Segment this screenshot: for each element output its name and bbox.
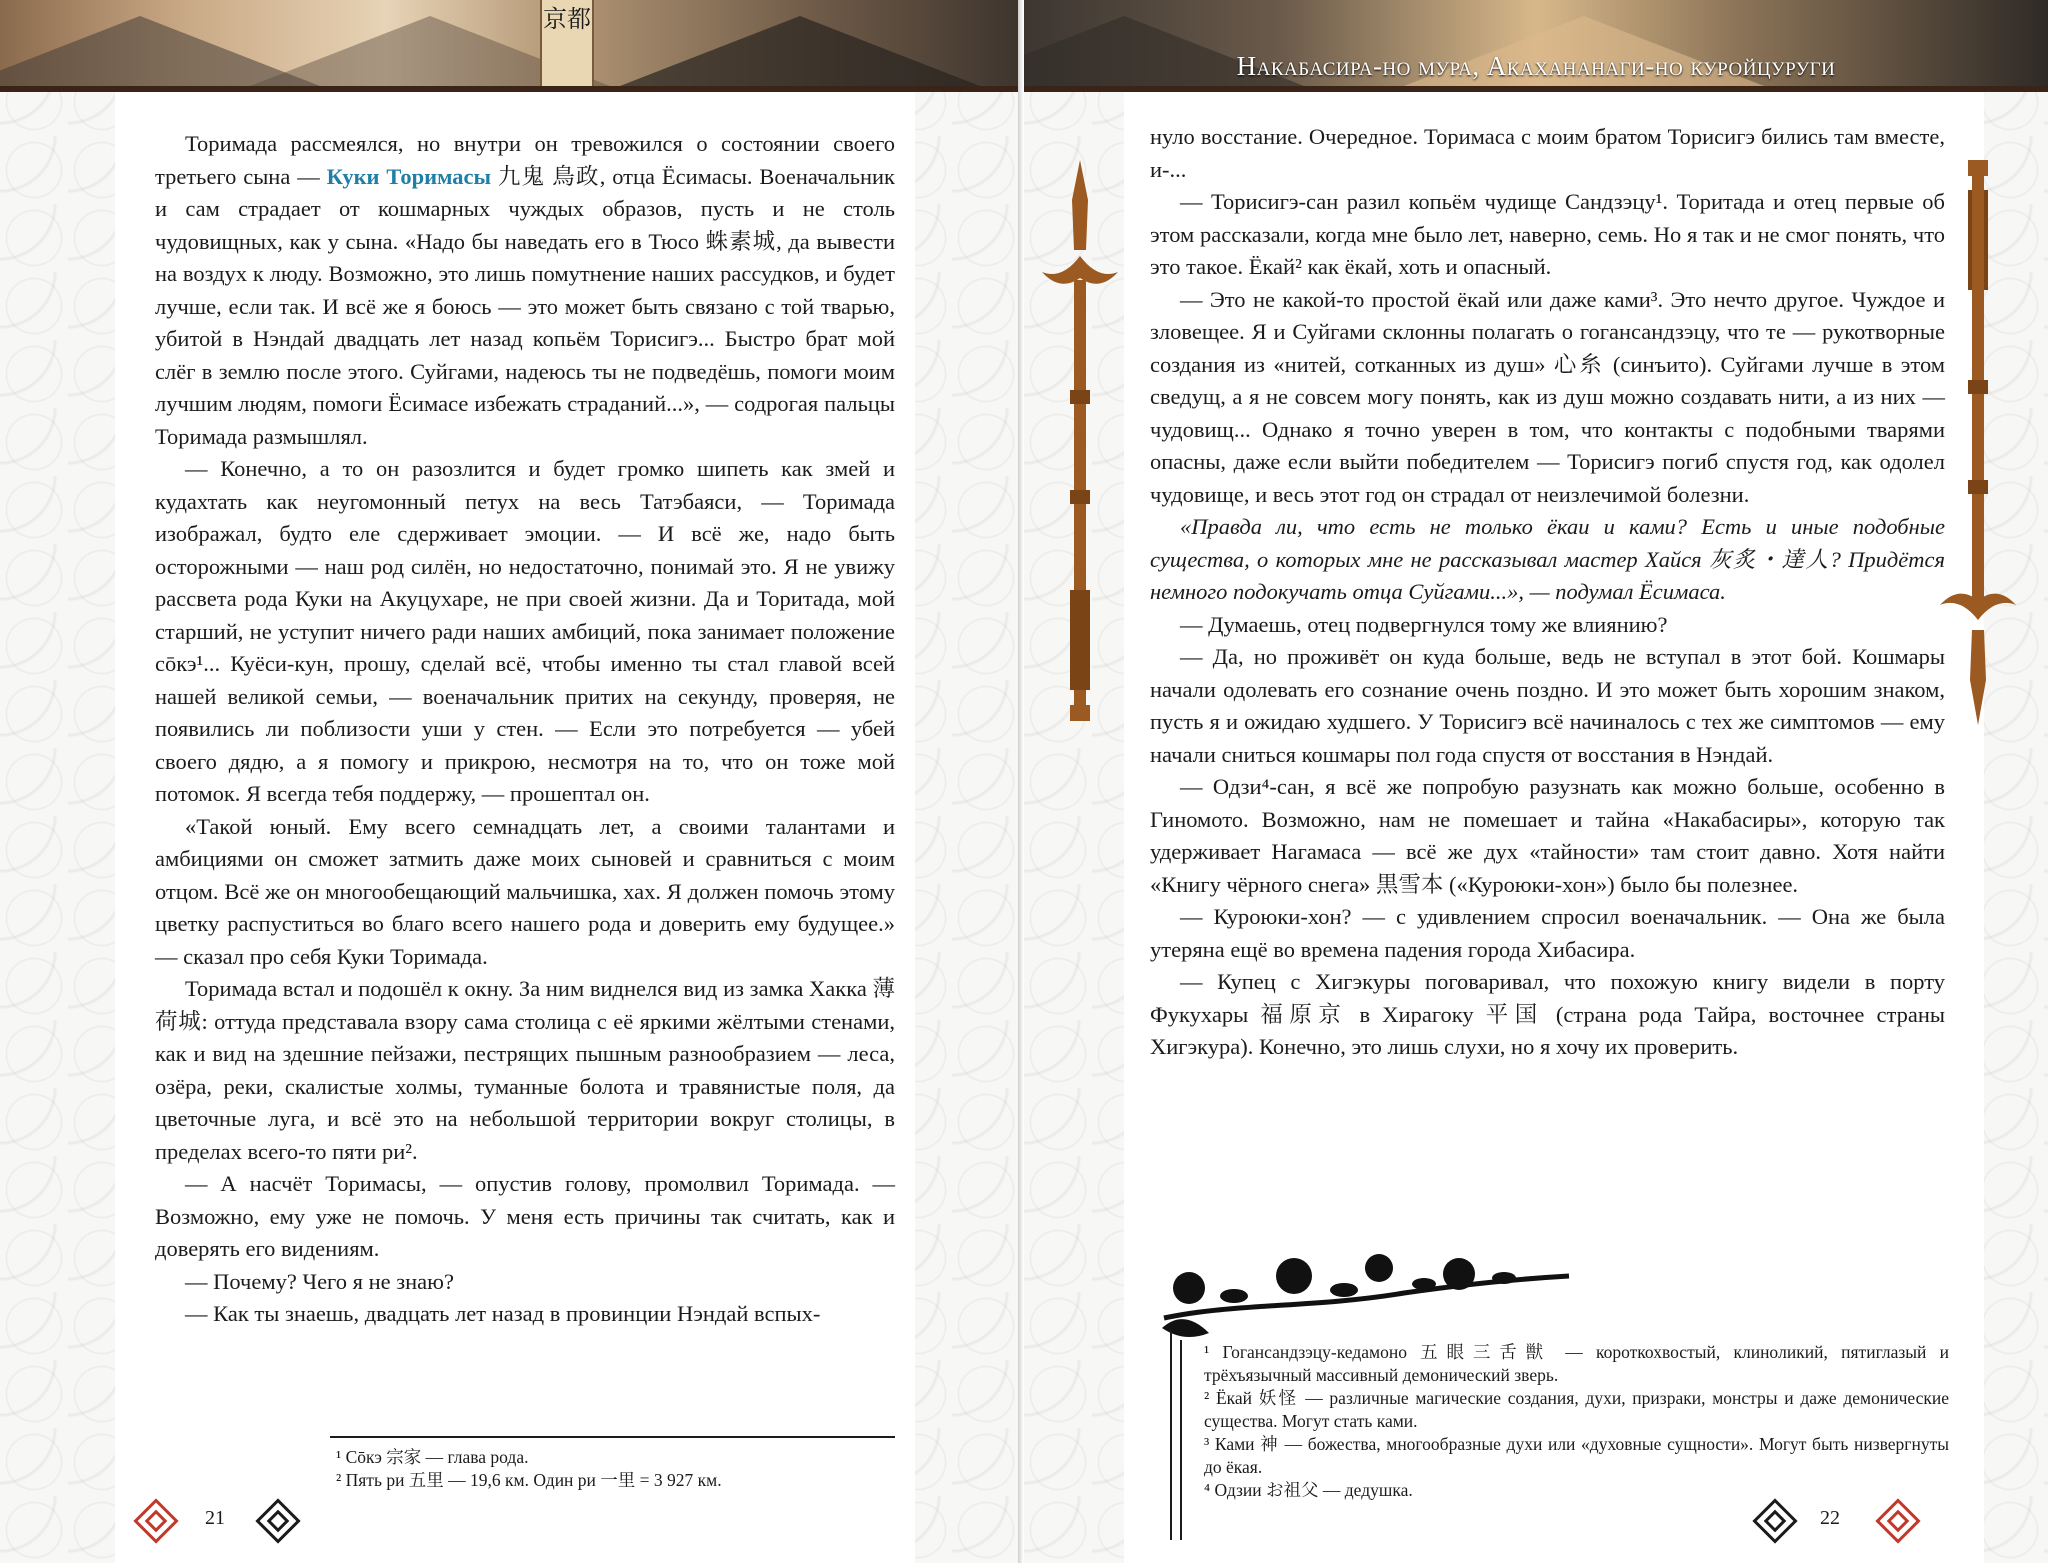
footnote: ⁴ Одзии お祖父 — дедушка. — [1204, 1480, 1413, 1500]
paragraph: — Куроюки-хон? — с удивлением спросил военачальник. — Она же была утеряна ещё во времена падения города Хибасира. — [1150, 904, 1945, 962]
highlighted-name: Куки Торимасы — [326, 163, 492, 189]
paragraph: Торимада рассмеялся, но внутри он тревожился о состоянии своего третьего сына — Куки Торимасы 九鬼 鳥政, отца Ёсимасы. Военачальник и сам страдает от кошмарных чуждых образов, пусть и не столь чудовищных, как у сына. «Надо бы наведать его в Тюсо 蛛素城, да вывести на воздух к люду. Возможно, это лишь помутнение наших рассудков, и будет лучше, если так. И всё же я боюсь — это может быть связано с той тварью, убитой в Нэндай двадцать лет назад копьём Торисигэ... Быстро брат мой слёг в землю после этого. Суйгами, надеюсь ты не подведёшь, помоги моим лучшим людям, помоги Ёсимасе избежать страданий...», — содрогая пальцы Торимада размышлял. — [155, 131, 895, 449]
page-number: 21 — [205, 1507, 225, 1529]
page-number: 22 — [1820, 1507, 1840, 1529]
paragraph: — Это не какой-то простой ёкай или даже ками³. Это нечто другое. Чуждое и зловещее. Я и Суйгами склонны полагать о гогансандзэцу, что те — рукотворные создания из «нитей, сотканных из душ» 心糸 (синъито). Суйгами лучше в этом сведущ, а я не совсем могу понять, как из душ можно создавать нити, а из них — чудовищ... Однако я точно уверен в том, что контакты с подобными тварями опасны, даже если выйти победителем — Торисигэ погиб спустя год, как одолел чудовище, и весь этот год он страдал от неизлечимой болезни. — [1150, 286, 1945, 507]
footnote: ² Ёкай 妖怪 — различные магические создания, духи, призраки, монстры и даже демонические существа. Могут стать ками. — [1204, 1388, 1949, 1431]
paragraph: — Думаешь, отец подвергнулся тому же влиянию? — [1180, 611, 1668, 637]
right-page — [1024, 0, 2048, 1563]
paragraph: нуло восстание. Очередное. Торимаса с моим братом Торисигэ бились там вместе, и-... — [1150, 124, 1945, 182]
paragraph: — А насчёт Торимасы, — опустив голову, промолвил Торимада. — Возможно, ему уже не помочь. У меня есть причины так считать, как и доверять его видениям. — [155, 1171, 895, 1261]
paragraph: — Торисигэ-сан разил копьём чудище Сандзэцу¹. Торитада и отец первые об этом рассказали, когда мне было лет, наверно, семь. Но я так и не смог понять, что это такое. Ёкай² как ёкай, хоть и опасный. — [1150, 189, 1945, 279]
paragraph: Торимада встал и подошёл к окну. За ним виднелся вид из замка Хакка 薄荷城: оттуда представала взору сама столица с её яркими жёлтыми стенами, как и вид на здешние пейзажи, пестрящих пышным разнообразием — леса, озёра, реки, скалистые холмы, туманные болота и травянистые поля, да цветочные луга, и всё это на небольшой территории вокруг столицы, в пределах всего-то пяти ри². — [155, 976, 895, 1164]
paragraph: — Почему? Чего я не знаю? — [185, 1268, 454, 1294]
paragraph: — Как ты знаешь, двадцать лет назад в провинции Нэндай вспых- — [185, 1301, 821, 1326]
footnote: ¹ Гогансандзэцу-кедамоно 五眼三舌獣 — короткохвостый, клинoликий, пятиглазый и трёхъязычный массивный демонический зверь. — [1204, 1342, 1949, 1385]
spear-ornament-icon — [1040, 160, 1120, 725]
left-body-text — [155, 128, 895, 1331]
footnote: ¹ Сōкэ 宗家 — глава рода. — [336, 1447, 529, 1467]
left-footnotes — [336, 1446, 896, 1492]
running-header-title: Накабасира-но мура, Акахананаги-но куройцуруги — [1236, 51, 1836, 81]
paragraph: — Конечно, а то он разозлится и будет громко шипеть как змей и кудахтать как неугомонный петух на весь Татэбаяси, — Торимада изображал, будто еле сдерживает эмоции. — И всё же, надо быть осторожными — наш род силён, но недостаточно, понимай это. Я не увижу рассвета рода Куки на Акуцухаре, не при своей жизни. Да и Торитада, мой старший, не уступит ничего ради наших амбиций, пока занимает положение сōкэ¹... Куёси-кун, прошу, сделай всё, чтобы именно ты стал главой всей нашей великой семьи, — военачальник притих на секунду, проверяя, не появились ли поблизости уши у стен. — Если это потребуется — убей своего дядю, а я помогу и прикрою, несмотря на то, что он тоже мой потомок. Я всегда тебя поддержу, — прошептал он. — [155, 456, 895, 806]
mountain-shape — [620, 16, 980, 86]
left-header-illustration — [0, 0, 1018, 92]
header-seal: 京都 — [540, 0, 594, 88]
spear-ornament-icon — [1938, 160, 2018, 725]
footnote-divider — [330, 1436, 895, 1438]
footnote: ³ Ками 神 — божества, многообразные духи или «духовные сущности». Могут быть низвергнуты до ёкая. — [1204, 1434, 1949, 1477]
paragraph: — Купец с Хигэкуры поговаривал, что похожую книгу видели в порту Фукухары 福原京 в Хирагоку 平国 (страна рода Тайра, восточнее страны Хигэкура). Конечно, это лишь слухи, но я хочу их проверить. — [1150, 969, 1945, 1059]
right-footnotes — [1204, 1341, 1949, 1502]
paragraph: — Одзи⁴-сан, я всё же попробую разузнать как можно больше, особенно в Гиномото. Возможно, нам не помешает и тайна «Накабасиры», которую так удерживает Нагамаса — всё же дух «тайности» там стоит давно. Хотя найти «Книгу чёрного снега» 黒雪本 («Куроюки-хон») было бы полезнее. — [1150, 774, 1945, 897]
header-bar — [1024, 86, 2048, 92]
header-bar — [0, 86, 1018, 92]
right-header-illustration — [1024, 0, 2048, 92]
paragraph: «Такой юный. Ему всего семнадцать лет, а своими талантами и амбициями он сможет затмить даже моих сыновей и сравниться с моим отцом. Всё же он многообещающий мальчишка, хах. Я должен помочь этому цветку распуститься во благо всего нашего рода и доверить ему будущее.» — сказал про себя Куки Торимада. — [155, 813, 895, 969]
right-body-text — [1150, 121, 1945, 1064]
footnote-frame-line — [1180, 1340, 1182, 1540]
italic-paragraph: «Правда ли, что есть не только ёкаи и ками? Есть и иные подобные существа, о которых мне не рассказывал мастер Хайся 灰炙・達人? Придётся немного подокучать отца Суйгами...», — подумал Ёсимаса. — [1150, 514, 1945, 604]
paragraph: — Да, но проживёт он куда больше, ведь не вступал в этот бой. Кошмары начали одолевать его сознание очень поздно. И это может быть хорошим знаком, пусть я и ожидаю худшего. У Торисигэ всё начиналось с тех же симптомов — ему начали сниться кошмары пол года спустя от восстания в Нэндай. — [1150, 644, 1945, 767]
footnote: ² Пять ри 五里 — 19,6 км. Один ри 一里 = 3 927 км. — [336, 1470, 722, 1490]
